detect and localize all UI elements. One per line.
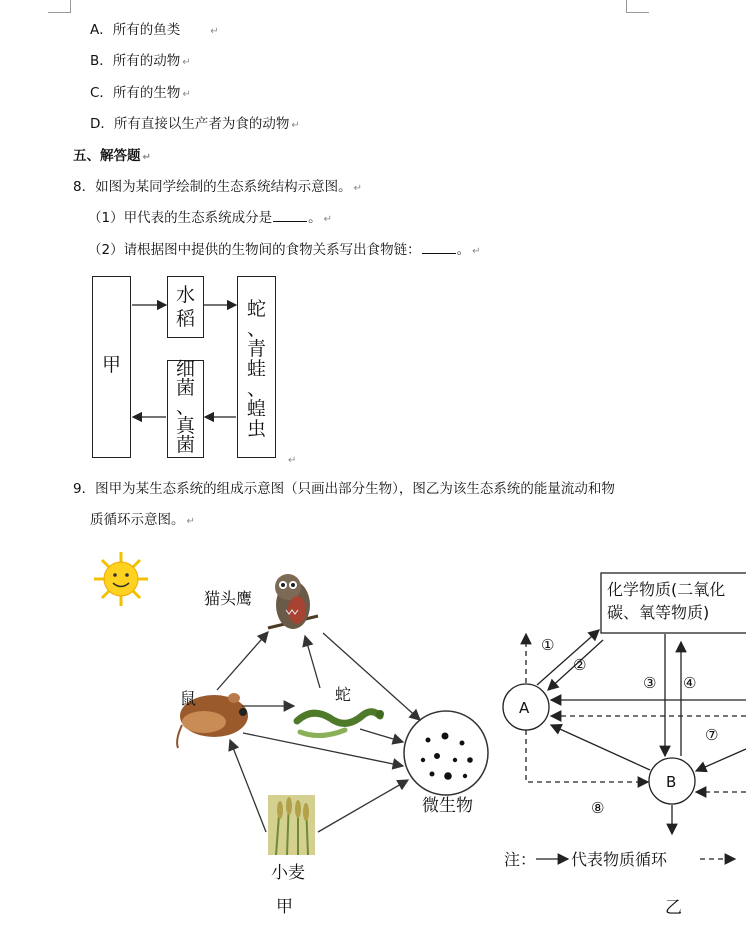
figure-jia — [0, 540, 500, 933]
owl-icon — [268, 574, 318, 629]
paragraph-mark: ↵ — [288, 455, 297, 466]
caption-jia: 甲 — [276, 897, 293, 917]
answer-blank — [422, 241, 456, 254]
arrow-mouse-to-microbe — [243, 733, 403, 766]
arrow-wheat-to-microbe — [318, 780, 408, 832]
legend-solid-text: 代表物质循环 — [571, 850, 668, 869]
label-2: ② — [573, 656, 587, 674]
microbe-icon — [404, 711, 488, 795]
q8-arrows — [88, 272, 298, 467]
option-d: D．所有直接以生产者为食的动物 ↵ — [90, 116, 300, 132]
wheat-icon — [268, 795, 315, 855]
answer-blank — [273, 209, 307, 222]
arrow-b-to-a — [551, 725, 650, 770]
node-a-label: A — [519, 699, 530, 717]
label-1: ① — [541, 636, 555, 654]
q8-sub1: （1）甲代表的生态系统成分是 。 ↵ — [88, 210, 332, 226]
q8-diagram — [88, 272, 298, 467]
label-snake: 蛇 — [335, 685, 352, 704]
label-7: ⑦ — [705, 726, 719, 744]
arrow-owl-to-microbe — [323, 633, 420, 720]
chem-label-2: 碳、氧等物质) — [607, 603, 710, 622]
q9-line1: 9．图甲为某生态系统的组成示意图（只画出部分生物），图乙为该生态系统的能量流动和物 — [73, 481, 615, 497]
arrow-snake-to-microbe — [360, 729, 403, 742]
page-corner-left — [48, 0, 71, 13]
node-b-label: B — [666, 773, 677, 791]
label-8: ⑧ — [591, 799, 605, 817]
q8-stem: 8．如图为某同学绘制的生态系统结构示意图。 ↵ — [73, 179, 362, 195]
label-4: ④ — [683, 674, 697, 692]
label-jia: 甲 — [101, 354, 121, 376]
label-wheat: 小麦 — [271, 863, 305, 883]
label-3: ③ — [643, 674, 657, 692]
arrow-snake-to-owl — [305, 636, 320, 688]
section-heading: 五、解答题 ↵ — [73, 148, 151, 164]
figure-yi — [495, 560, 746, 933]
q8-sub2: （2）请根据图中提供的生物间的食物关系写出食物链： 。 ↵ — [88, 242, 481, 258]
label-owl: 猫头鹰 — [204, 589, 253, 608]
arrow-mouse-to-owl — [217, 632, 268, 690]
page-corner-right — [626, 0, 649, 13]
sun-icon — [94, 552, 148, 606]
dashed-arrow-8-path — [526, 730, 648, 782]
arrow-7 — [696, 749, 746, 771]
option-c: C．所有的生物 ↵ — [90, 85, 191, 101]
chem-label-1: 化学物质(二氧化 — [607, 580, 726, 599]
label-mouse: 鼠 — [180, 689, 197, 708]
label-microbe: 微生物 — [422, 796, 473, 816]
q9-line2: 质循环示意图。 ↵ — [90, 512, 195, 528]
note-label: 注： — [504, 850, 537, 869]
box-animals: 蛇 、 青 蛙 、 蝗 虫 — [237, 276, 276, 458]
box-bacteria: 细 菌 、 真 菌 — [167, 360, 204, 458]
box-shuidao: 水 稻 — [167, 276, 204, 338]
caption-yi: 乙 — [665, 898, 682, 918]
option-a: A．所有的鱼类 ↵ — [90, 22, 219, 38]
arrow-wheat-to-mouse — [230, 740, 266, 832]
option-b: B．所有的动物 ↵ — [90, 53, 191, 69]
